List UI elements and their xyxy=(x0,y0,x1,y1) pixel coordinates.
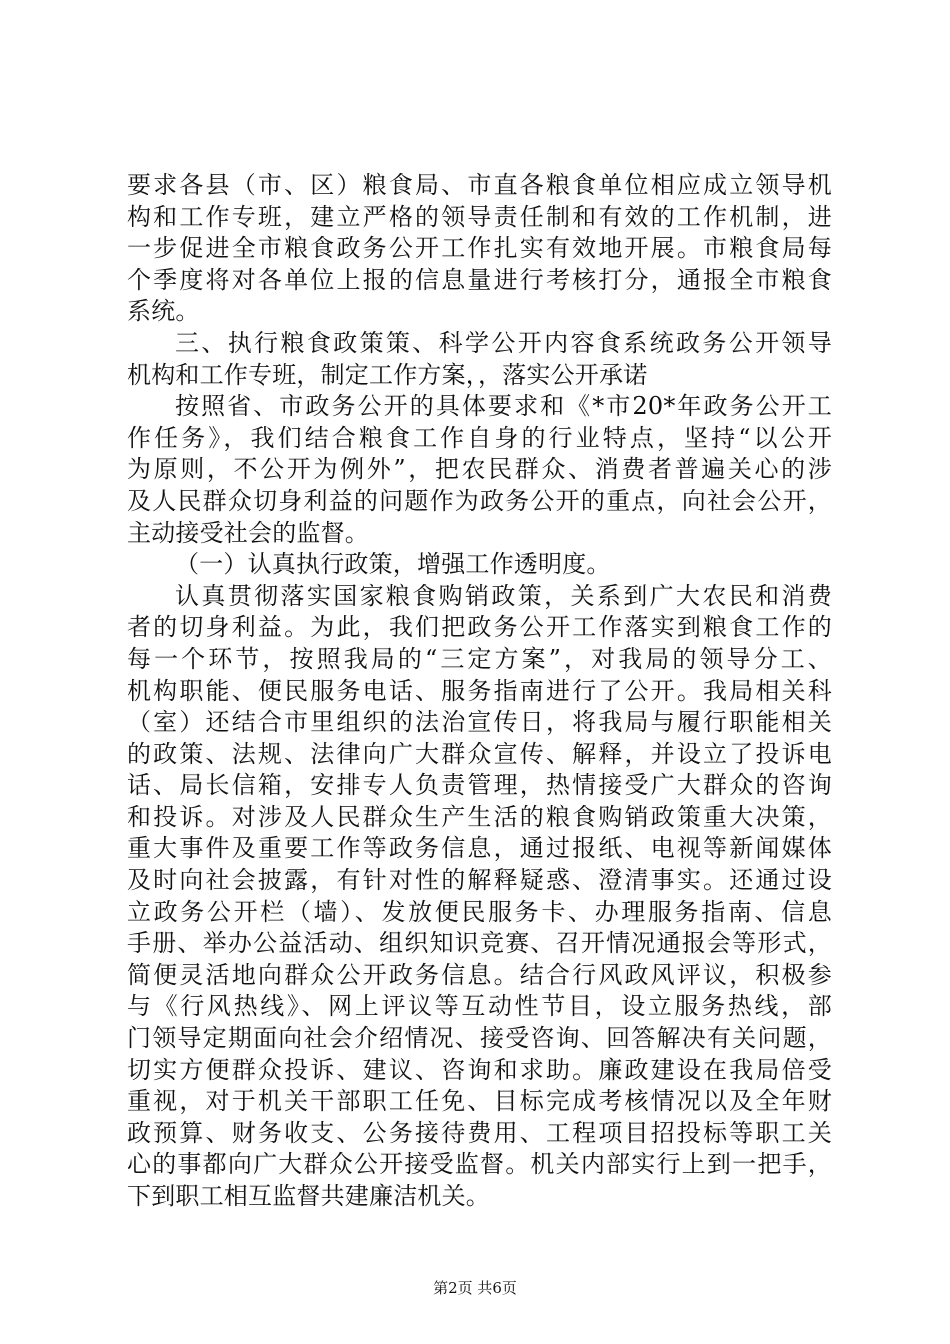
text-line: 构和工作专班，建立严格的领导责任制和有效的工作机制，进 xyxy=(127,202,832,231)
text-line: 的政策、法规、法律向广大群众宣传、解释，并设立了投诉电 xyxy=(127,739,832,768)
text-line: 一步促进全市粮食政务公开工作扎实有效地开展。市粮食局每 xyxy=(127,234,832,263)
text-line: 门领导定期面向社会介绍情况、接受咨询、回答解决有关问题， xyxy=(127,1024,832,1053)
text-line: 重大事件及重要工作等政务信息，通过报纸、电视等新闻媒体 xyxy=(127,834,832,863)
text-line: 简便灵活地向群众公开政务信息。结合行风政风评议，积极参 xyxy=(127,960,832,989)
text-line: 和投诉。对涉及人民群众生产生活的粮食购销政策重大决策， xyxy=(127,802,832,831)
text-line: 主动接受社会的监督。 xyxy=(127,518,369,547)
text-line: 机构和工作专班，制定工作方案，，落实公开承诺 xyxy=(127,360,648,389)
text-line: 系统。 xyxy=(127,297,200,326)
text-line: 要求各县（市、区）粮食局、市直各粮食单位相应成立领导机 xyxy=(127,171,832,199)
paragraph-lines xyxy=(127,170,832,1213)
text-line: （室）还结合市里组织的法治宣传日，将我局与履行职能相关 xyxy=(127,708,832,737)
text-line: 者的切身利益。为此，我们把政务公开工作落实到粮食工作的 xyxy=(127,613,832,642)
text-line: 重视，对于机关干部职工任免、目标完成考核情况以及全年财 xyxy=(127,1087,832,1116)
text-line: 三、执行粮食政策策、科学公开内容食系统政务公开领导 xyxy=(175,328,832,357)
text-line: 立政务公开栏（墙）、发放便民服务卡、办理服务指南、信息 xyxy=(127,897,832,926)
text-line: 个季度将对各单位上报的信息量进行考核打分，通报全市粮食 xyxy=(127,265,832,294)
text-line: 切实方便群众投诉、建议、咨询和求助。廉政建设在我局倍受 xyxy=(127,1055,832,1084)
text-line: 心的事都向广大群众公开接受监督。机关内部实行上到一把手， xyxy=(127,1150,832,1179)
text-line: 及人民群众切身利益的问题作为政务公开的重点，向社会公开， xyxy=(127,486,832,515)
text-line: 每一个环节，按照我局的“三定方案”，对我局的领导分工、 xyxy=(127,644,832,673)
text-line: 话、局长信箱，安排专人负责管理，热情接受广大群众的咨询 xyxy=(127,771,832,800)
page-number-footer: 第2页 共6页 xyxy=(433,1279,517,1297)
text-line: 认真贯彻落实国家粮食购销政策，关系到广大农民和消费 xyxy=(175,581,832,610)
text-line: 及时向社会披露，有针对性的解释疑惑、澄清事实。还通过设 xyxy=(127,866,832,895)
text-line: （一）认真执行政策，增强工作透明度。 xyxy=(175,550,611,579)
text-line: 按照省、市政务公开的具体要求和《*市20*年政务公开工 xyxy=(175,392,832,421)
document-body xyxy=(127,170,832,1213)
text-line: 机构职能、便民服务电话、服务指南进行了公开。我局相关科 xyxy=(127,676,832,705)
text-line: 作任务》，我们结合粮食工作自身的行业特点，坚持“以公开 xyxy=(127,423,832,452)
text-line: 下到职工相互监督共建廉洁机关。 xyxy=(127,1182,490,1210)
text-line: 政预算、财务收支、公务接待费用、工程项目招投标等职工关 xyxy=(127,1118,832,1147)
text-line: 与《行风热线》、网上评议等互动性节目，设立服务热线，部 xyxy=(127,992,832,1021)
text-line: 为原则，不公开为例外”，把农民群众、消费者普遍关心的涉 xyxy=(127,455,832,484)
text-line: 手册、举办公益活动、组织知识竞赛、召开情况通报会等形式， xyxy=(127,929,832,958)
